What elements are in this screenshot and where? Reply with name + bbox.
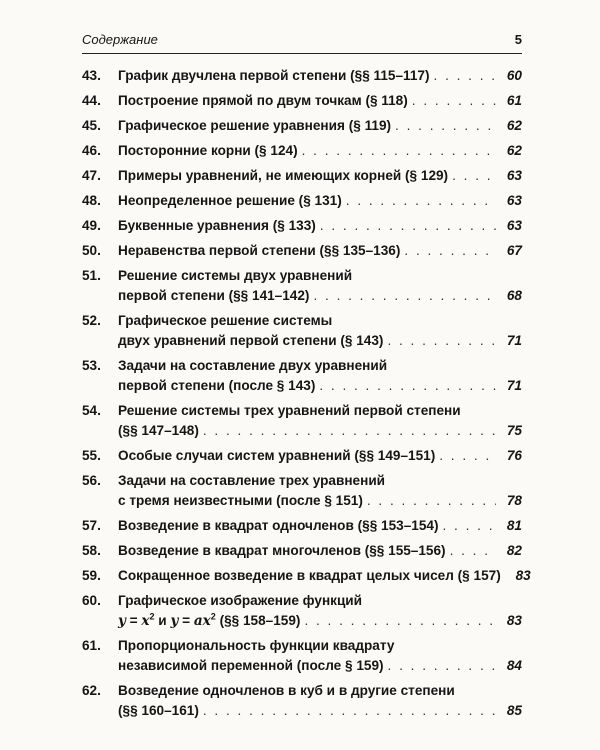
leader-dots <box>404 241 496 261</box>
entry-title-line1: Задачи на составление двух уравнений <box>118 358 388 373</box>
entry-number: 56. <box>82 473 101 488</box>
entry-number: 61. <box>82 638 101 653</box>
entry-title: График двучлена первой степени (§§ 115–117) <box>118 68 430 83</box>
entry-page: 84 <box>506 658 522 673</box>
toc-entry-62[interactable] <box>82 681 522 726</box>
entry-page: 85 <box>506 703 522 718</box>
header-title: Содержание <box>82 32 158 47</box>
entry-title: Особые случаи систем уравнений (§§ 149–151) <box>118 448 436 463</box>
entry-page: 71 <box>506 333 522 348</box>
entry-number: 53. <box>82 358 101 373</box>
entry-title-line1: Графическое решение системы <box>118 313 333 328</box>
entry-title-line2: (§§ 160–161) <box>118 703 199 718</box>
entry-number: 45. <box>82 118 101 133</box>
leader-dots <box>346 191 496 211</box>
leader-dots <box>439 446 496 466</box>
toc-entry-43[interactable] <box>82 66 522 91</box>
leader-dots <box>434 66 496 86</box>
entry-number: 51. <box>82 268 101 283</box>
leader-dots <box>443 516 497 536</box>
entry-page: 76 <box>506 448 522 463</box>
toc-entry-53[interactable] <box>82 356 522 401</box>
entry-section-ref: (§§ 158–159) <box>215 613 301 628</box>
entry-title: Сокращенное возведение в квадрат целых чисел (§ 157) <box>118 568 501 583</box>
entry-formula <box>118 611 300 631</box>
leader-dots <box>452 166 496 186</box>
entry-number: 59. <box>82 568 101 583</box>
entry-page: 78 <box>506 493 522 508</box>
entry-page: 81 <box>506 518 522 533</box>
entry-page: 75 <box>506 423 522 438</box>
toc-entry-44[interactable] <box>82 91 522 116</box>
formula-exponent: 2 <box>149 611 155 622</box>
entry-title: Графическое решение уравнения (§ 119) <box>118 118 392 133</box>
entry-page: 63 <box>506 218 522 233</box>
leader-dots <box>395 116 496 136</box>
entry-page: 63 <box>506 168 522 183</box>
toc-entry-61[interactable] <box>82 636 522 681</box>
entry-number: 48. <box>82 193 101 208</box>
leader-dots <box>367 491 496 511</box>
toc-entry-46[interactable] <box>82 141 522 166</box>
leader-dots <box>304 611 496 631</box>
toc-entry-59[interactable] <box>82 566 531 591</box>
leader-dots <box>203 421 496 441</box>
entry-number: 58. <box>82 543 101 558</box>
entry-number: 54. <box>82 403 101 418</box>
leader-dots <box>387 331 496 351</box>
entry-number: 52. <box>82 313 101 328</box>
entry-title-line1: Графическое изображение функций <box>118 593 363 608</box>
entry-page: 63 <box>506 193 522 208</box>
toc-entry-55[interactable] <box>82 446 522 471</box>
entry-number: 50. <box>82 243 101 258</box>
formula-equals: = <box>125 613 142 628</box>
entry-page: 83 <box>506 613 522 628</box>
entry-title: Примеры уравнений, не имеющих корней (§ 129) <box>118 168 449 183</box>
header-rule <box>82 53 522 54</box>
entry-title-line1: Решение системы трех уравнений первой степени <box>118 403 461 418</box>
entry-page: 82 <box>506 543 522 558</box>
entry-page: 62 <box>506 143 522 158</box>
running-header <box>82 32 522 47</box>
entry-number: 49. <box>82 218 101 233</box>
entry-title-line2: с тремя неизвестными (после § 151) <box>118 493 363 508</box>
entry-title: Возведение в квадрат многочленов (§§ 155–156) <box>118 543 446 558</box>
header-page-number: 5 <box>514 32 522 47</box>
toc-entry-48[interactable] <box>82 191 522 216</box>
toc-entry-49[interactable] <box>82 216 522 241</box>
entry-page: 61 <box>506 93 522 108</box>
toc-entry-52[interactable] <box>82 311 522 356</box>
entry-number: 47. <box>82 168 101 183</box>
formula-exponent: 2 <box>210 611 216 622</box>
leader-dots <box>302 141 496 161</box>
formula-and: и <box>154 613 171 628</box>
leader-dots <box>388 656 496 676</box>
formula-y: y <box>118 613 126 629</box>
leader-dots <box>203 701 496 721</box>
entry-title: Неравенства первой степени (§§ 135–136) <box>118 243 401 258</box>
entry-page: 62 <box>506 118 522 133</box>
entry-number: 60. <box>82 593 101 608</box>
toc-entry-54[interactable] <box>82 401 522 446</box>
toc-entry-45[interactable] <box>82 116 522 141</box>
leader-dots <box>319 376 496 396</box>
leader-dots <box>450 541 496 561</box>
toc-list <box>82 66 531 726</box>
entry-number: 57. <box>82 518 101 533</box>
toc-entry-58[interactable] <box>82 541 522 566</box>
entry-number: 43. <box>82 68 101 83</box>
entry-title: Построение прямой по двум точкам (§ 118) <box>118 93 408 108</box>
formula-x: x <box>202 613 211 629</box>
toc-entry-50[interactable] <box>82 241 522 266</box>
entry-number: 62. <box>82 683 101 698</box>
entry-title: Неопределенное решение (§ 131) <box>118 193 342 208</box>
toc-entry-57[interactable] <box>82 516 522 541</box>
entry-title-line2: первой степени (§§ 141–142) <box>118 288 310 303</box>
entry-number: 46. <box>82 143 101 158</box>
entry-page: 60 <box>506 68 522 83</box>
formula-equals: = <box>178 613 194 628</box>
entry-title-line2: двух уравнений первой степени (§ 143) <box>118 333 384 348</box>
leader-dots <box>313 286 496 306</box>
entry-title-line1: Пропорциональность функции квадрату <box>118 638 395 653</box>
toc-entry-56[interactable] <box>82 471 522 516</box>
leader-dots <box>320 216 496 236</box>
entry-title-line1: Задачи на составление трех уравнений <box>118 473 386 488</box>
entry-page: 68 <box>506 288 522 303</box>
toc-entry-47[interactable] <box>82 166 522 191</box>
entry-page: 67 <box>506 243 522 258</box>
entry-page: 83 <box>515 568 531 583</box>
entry-title: Посторонние корни (§ 124) <box>118 143 298 158</box>
entry-number: 55. <box>82 448 101 463</box>
entry-title: Буквенные уравнения (§ 133) <box>118 218 316 233</box>
entry-title: Возведение в квадрат одночленов (§§ 153–154) <box>118 518 439 533</box>
entry-title-line1: Решение системы двух уравнений <box>118 268 353 283</box>
entry-title-line2: (§§ 147–148) <box>118 423 199 438</box>
toc-entry-51[interactable] <box>82 266 522 311</box>
leader-dots <box>412 91 496 111</box>
toc-entry-60[interactable] <box>82 591 522 636</box>
entry-number: 44. <box>82 93 101 108</box>
entry-page: 71 <box>506 378 522 393</box>
entry-title-line2: независимой переменной (после § 159) <box>118 658 384 673</box>
formula-a: a <box>193 613 203 629</box>
entry-title-line1: Возведение одночленов в куб и в другие степени <box>118 683 455 698</box>
entry-title-line2: первой степени (после § 143) <box>118 378 316 393</box>
formula-y: y <box>170 613 179 629</box>
formula-x: x <box>141 613 150 629</box>
